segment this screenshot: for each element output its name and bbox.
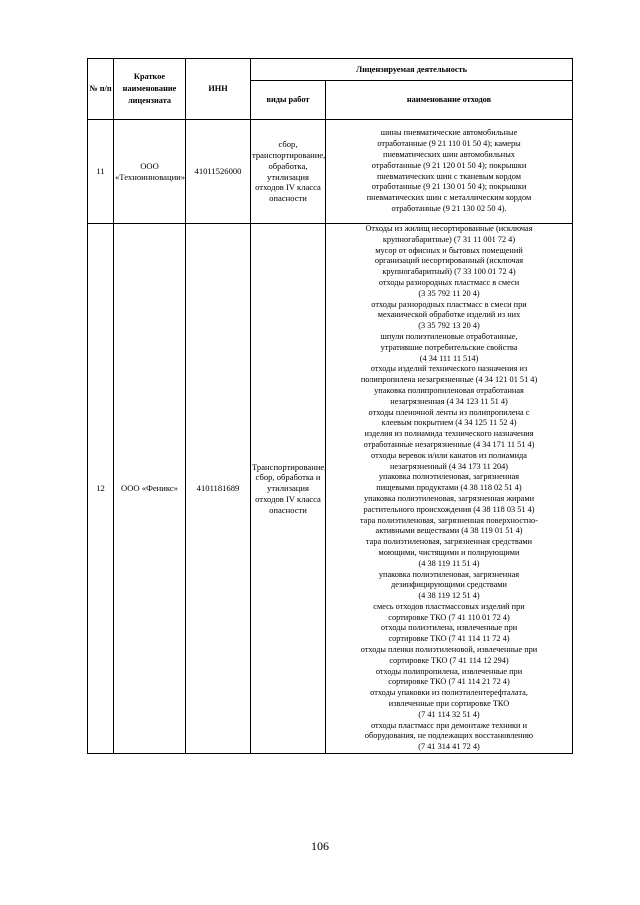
waste-line: дезинфицирующими средствами [391, 580, 507, 590]
waste-line: отработанные (9 21 110 01 50 4); камеры [377, 139, 521, 149]
waste-line: отходы полиэтилена, извлеченные при [380, 623, 518, 633]
waste-line: пищевыми продуктами (4 38 118 02 51 4) [376, 483, 522, 493]
header-licensee-name: Краткое наименование лицензиата [114, 59, 186, 120]
waste-line: сортировке ТКО (7 41 114 12 294) [389, 655, 509, 665]
waste-line: отходы разнородных пластмасс в смеси при [371, 299, 527, 309]
waste-line: (7 41 114 32 51 4) [418, 709, 480, 719]
work-types: Транспортирование, сбор, обработка и утилизация отходов IV класса опасности [251, 224, 326, 754]
waste-line: оборудования, не подлежащих восстановлению [364, 731, 534, 741]
waste-line: (3 35 792 13 20 4) [418, 321, 480, 331]
row-num: 12 [88, 224, 114, 754]
table-row [88, 120, 573, 224]
waste-line: растительного происхождения (4 38 118 03 51 4) [363, 504, 535, 514]
waste-line: отработанные (9 21 120 01 50 4); покрышки [371, 160, 527, 170]
waste-list [326, 224, 573, 754]
waste-line: механической обработке изделий из них [377, 310, 521, 320]
row-num: 11 [88, 120, 114, 224]
header-work-types: виды работ [251, 81, 326, 120]
waste-line: утратившие потребительские свойства [380, 342, 518, 352]
waste-line: отходы разнородных пластмасс в смеси [378, 277, 520, 287]
waste-line: сортировке ТКО (7 41 114 21 72 4) [388, 677, 510, 687]
waste-line: отходы изделий технического назначения из [370, 364, 528, 374]
waste-line: отходы упаковки из полиэтилентерефталата, [370, 688, 528, 698]
licensee-inn: 41011526000 [186, 120, 251, 224]
waste-line: отработанные незагрязненные (4 34 171 11 51 4) [363, 439, 535, 449]
licensee-inn: 4101181689 [186, 224, 251, 754]
header-waste-names: наименование отходов [326, 81, 573, 120]
table-row [88, 224, 573, 754]
waste-line: смесь отходов пластмассовых изделий при [373, 601, 525, 611]
work-types: сбор, транспортирование, обработка, утилизация отходов IV класса опасности [251, 120, 326, 224]
waste-line: (4 38 119 12 51 4) [418, 591, 480, 601]
waste-line: отходы полипропилена, извлеченные при [375, 666, 523, 676]
waste-line: отходы веревок и/или канатов из полиамида [371, 450, 527, 460]
waste-line: сортировке ТКО (7 41 114 11 72 4) [388, 634, 510, 644]
waste-line: пневматических шин с металлическим кордом [366, 193, 532, 203]
waste-line: упаковка полиэтиленовая, загрязненная жирами [363, 493, 535, 503]
waste-line: отработанные (9 21 130 01 50 4); покрышки [371, 182, 527, 192]
waste-line: изделия из полиамида технического назначения [364, 429, 534, 439]
waste-line: шины пневматические автомобильные [380, 128, 518, 138]
waste-line: пневматических шин автомобильных [383, 149, 515, 159]
waste-line: Отходы из жилищ несортированные (исключая [365, 224, 533, 233]
waste-line: отходы пленочной ленты из полипропилена с [368, 407, 530, 417]
waste-line: (7 41 314 41 72 4) [418, 742, 480, 752]
waste-list [326, 120, 573, 224]
waste-line: тара полиэтиленовая, загрязненная средствами [365, 537, 533, 547]
waste-line: упаковка полиэтиленовая, загрязненная [378, 472, 520, 482]
waste-line: сортировке ТКО (7 41 110 01 72 4) [388, 612, 510, 622]
waste-line: отходы пленки полиэтиленовой, извлеченные при [360, 645, 538, 655]
waste-line: отходы пластмасс при демонтаже техники и [371, 720, 528, 730]
waste-line: (4 38 119 11 51 4) [418, 558, 480, 568]
waste-line: крупногабаритные) (7 31 11 001 72 4) [382, 234, 516, 244]
page-number: 106 [311, 839, 329, 853]
waste-line: крупногабаритный) (7 33 100 01 72 4) [382, 267, 516, 277]
waste-line: активными веществами (4 38 119 01 51 4) [375, 526, 523, 536]
waste-line: организаций несортированный (исключая [374, 256, 524, 266]
header-licensed-activity: Лицензируемая деятельность [251, 59, 573, 81]
waste-line: пневматических шин с тканевым кордом [376, 171, 522, 181]
waste-line: шпули полиэтиленовые отработанные, [380, 331, 518, 341]
waste-line: полипропилена незагрязненные (4 34 121 01 51 4) [360, 375, 538, 385]
header-num: № п/п [88, 59, 114, 120]
license-table [87, 58, 573, 754]
waste-line: клеевым покрытием (4 34 125 11 52 4) [381, 418, 517, 428]
waste-line: отработанные (9 21 130 02 50 4). [391, 203, 507, 213]
waste-line: упаковка полиэтиленовая, загрязненная [378, 569, 520, 579]
header-inn: ИНН [186, 59, 251, 120]
licensee-name: ООО «Техноинновации» [114, 120, 186, 224]
waste-line: (3 35 792 11 20 4) [418, 288, 480, 298]
waste-line: незагрязненный (4 34 173 11 204) [389, 461, 509, 471]
waste-line: незагрязненная (4 34 123 11 51 4) [390, 396, 508, 406]
waste-line: упаковка полипропиленовая отработанная [374, 385, 524, 395]
licensee-name: ООО «Феникс» [114, 224, 186, 754]
waste-line: моющими, чистящими и полирующими [378, 547, 520, 557]
waste-line: извлеченные при сортировке ТКО [388, 699, 510, 709]
waste-line: мусор от офисных и бытовых помещений [375, 245, 523, 255]
waste-line: (4 34 111 11 514) [419, 353, 479, 363]
waste-line: тара полиэтиленовая, загрязненная поверхностно- [360, 515, 538, 525]
